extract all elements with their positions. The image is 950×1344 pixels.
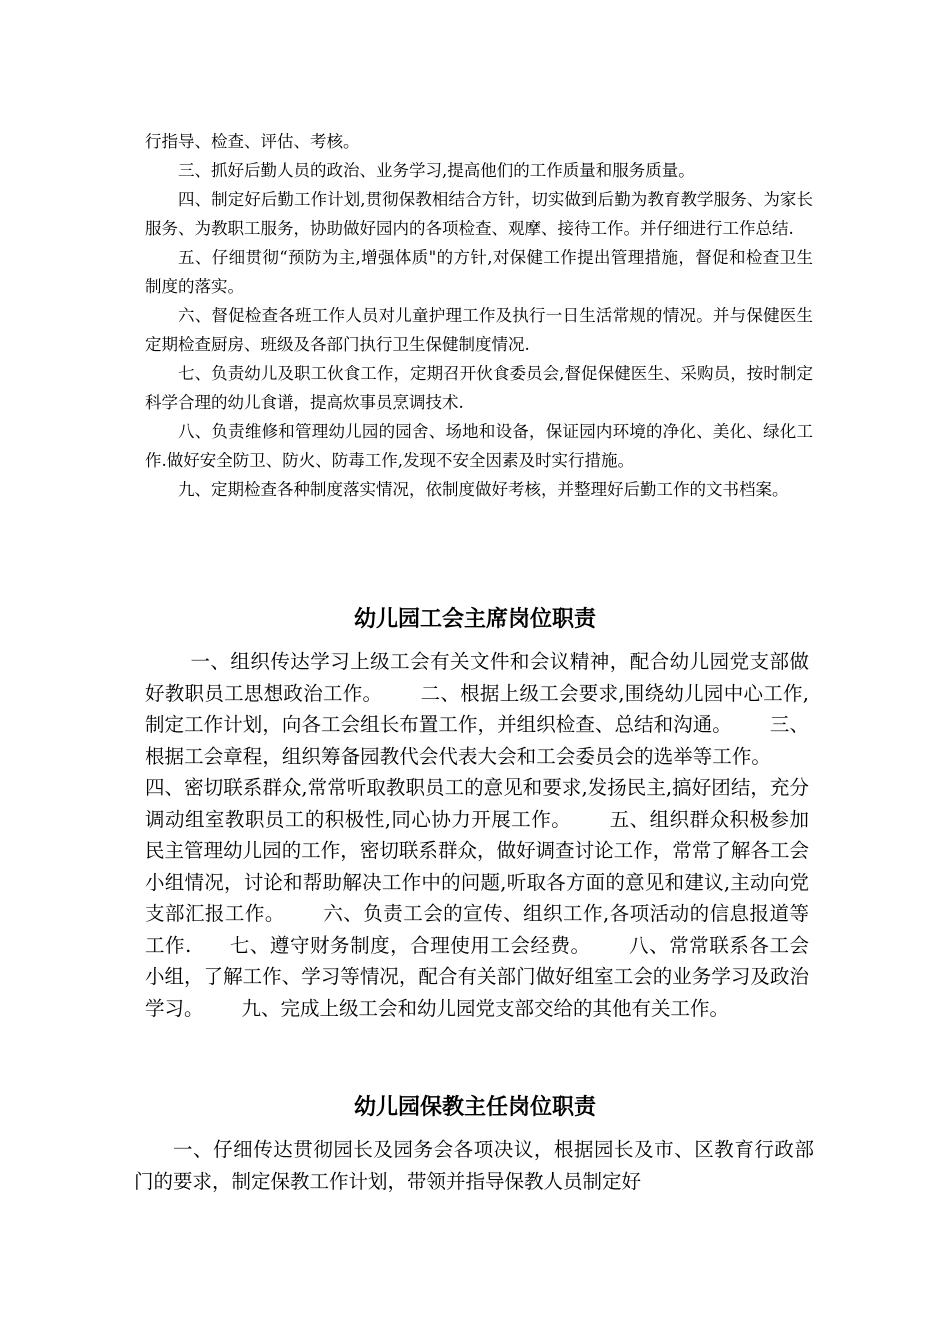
duty-paragraph: 行指导、检查、评估、考核。 <box>145 132 360 151</box>
duty-item: 五、组织群众积极参加民主管理幼儿园的工作，密切联系群众，做好调查讨论工作，常常了解各工会小组情况，讨论和帮助解决工作中的问题,听取各方面的意见和建议,主动向党支部汇报工作。 <box>145 807 809 925</box>
education-director-duty-paragraph: 一、仔细传达贯彻园长及园务会各项决议，根据园长及市、区教育行政部门的要求，制定保教工作计划，带领并指导保教人员制定好 <box>134 1138 814 1193</box>
education-director-title: 幼儿园保教主任岗位职责 <box>353 1094 596 1120</box>
duty-paragraph: 三、抓好后勤人员的政治、业务学习,提高他们的工作质量和服务质量。 <box>178 161 695 180</box>
duty-paragraph: 九、定期检查各种制度落实情况，依制度做好考核，并整理好后勤工作的文书档案。 <box>178 480 789 499</box>
duty-item: 七、遵守财务制度，合理使用工会经费。 <box>229 933 591 957</box>
duty-item: 三、根据工会章程，组织筹备园教代会代表大会和工会委员会的选举等工作。 <box>145 713 809 768</box>
union-chair-title: 幼儿园工会主席岗位职责 <box>353 606 596 632</box>
duty-paragraph: 四、制定好后勤工作计划,贯彻保教相结合方针，切实做到后勤为教育教学服务、为家长服务、为教职工服务，协助做好园内的各项检查、观摩、接待工作。并仔细进行工作总结. <box>145 190 813 238</box>
duty-paragraph: 六、督促检查各班工作人员对儿童护理工作及执行一日生活常规的情况。并与保健医生定期检查厨房、班级及各部门执行卫生保健制度情况. <box>145 306 813 354</box>
duty-item: 六、负责工会的宣传、组织工作,各项活动的信息报道等工作. <box>145 902 809 957</box>
duty-item: 九、完成上级工会和幼儿园党支部交给的其他有关工作。 <box>241 996 730 1020</box>
duty-paragraph: 七、负责幼儿及职工伙食工作，定期召开伙食委员会,督促保健医生、采购员，按时制定科学合理的幼儿食谱，提高炊事员烹调技术. <box>145 364 813 412</box>
duty-paragraph: 八、负责维修和管理幼儿园的园舍、场地和设备，保证园内环境的净化、美化、绿化工作.做好安全防卫、防火、防毒工作,发现不安全因素及时实行措施。 <box>145 422 813 470</box>
duty-paragraph: 五、仔细贯彻“预防为主,增强体质"的方针,对保健工作提出管理措施，督促和检查卫生制度的落实。 <box>145 248 813 296</box>
duty-item: 一、组织传达学习上级工会有关文件和会议精神，配合幼儿园党支部做好教职员工思想政治工作。 <box>145 650 809 705</box>
duty-item: 二、根据上级工会要求,围绕幼儿园中心工作,制定工作计划，向各工会组长布置工作，并组织检查、总结和沟通。 <box>145 681 809 736</box>
duty-item: 四、密切联系群众,常常听取教职员工的意见和要求,发扬民主,搞好团结，充分调动组室教职员工的积极性,同心协力开展工作。 <box>145 776 809 831</box>
logistics-duties-section <box>145 127 813 504</box>
union-chair-duties <box>145 646 809 1024</box>
duty-item: 八、常常联系各工会小组，了解工作、学习等情况，配合有关部门做好组室工会的业务学习及政治学习。 <box>145 933 809 1020</box>
